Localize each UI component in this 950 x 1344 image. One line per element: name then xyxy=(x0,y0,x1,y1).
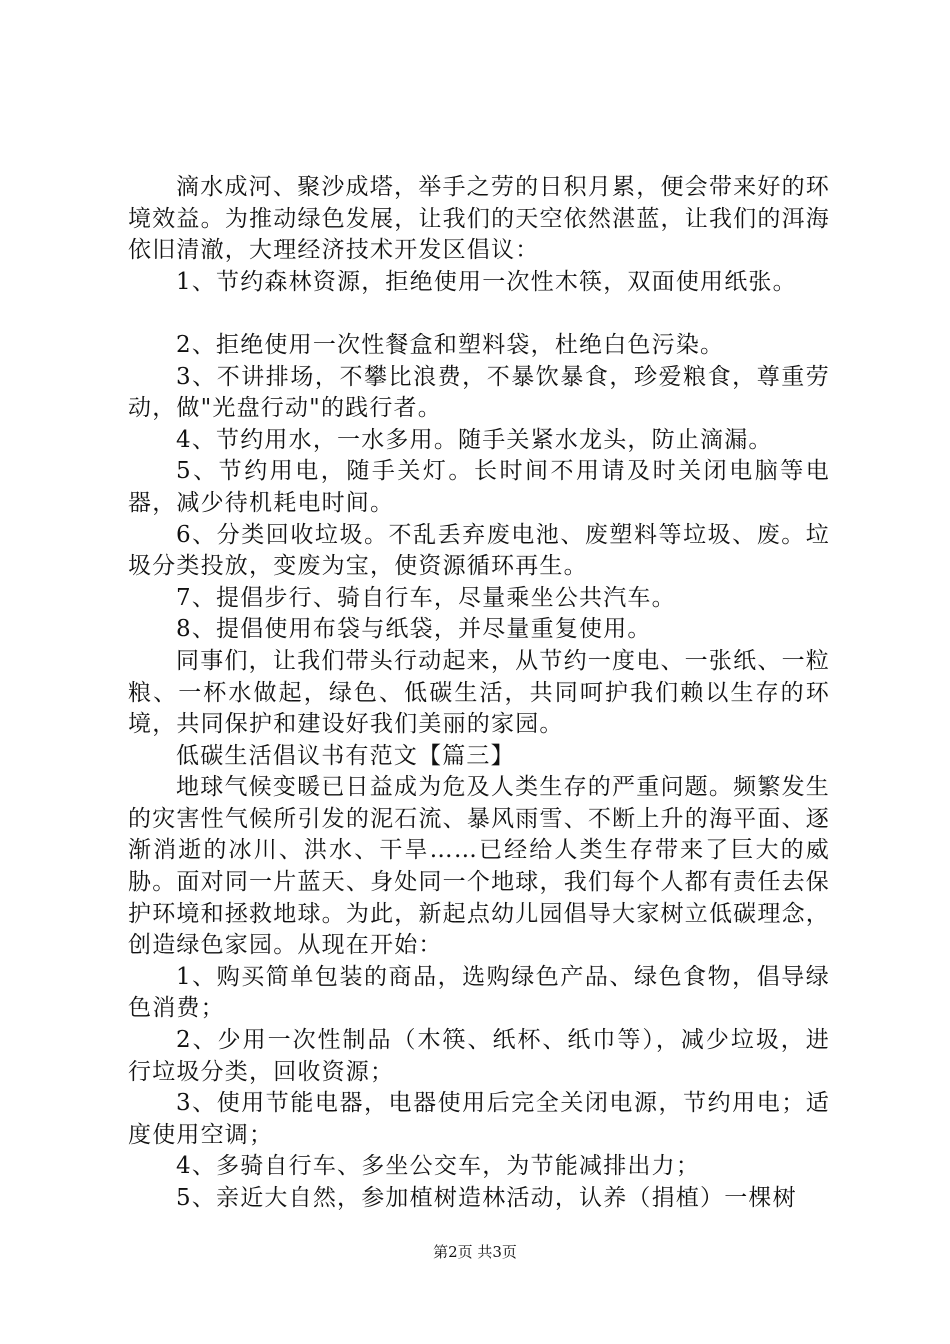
section-item-5: 5、亲近大自然，参加植树造林活动，认养（捐植）一棵树 xyxy=(176,1185,797,1211)
proposal-item-5: 5、节约用电，随手关灯。长时间不用请及时关闭电脑等电器，减少待机耗电时间。 xyxy=(128,458,830,516)
closing-paragraph: 同事们，让我们带头行动起来，从节约一度电、一张纸、一粒粮、一杯水做起，绿色、低碳生活，共同呵护我们赖以生存的环境，共同保护和建设好我们美丽的家园。 xyxy=(128,647,830,738)
document-body xyxy=(128,172,830,1215)
proposal-item-6: 6、分类回收垃圾。不乱丢弃废电池、废塑料等垃圾、废。垃圾分类投放，变废为宝，使资源循环再生。 xyxy=(128,521,830,580)
proposal-item-7: 7、提倡步行、骑自行车，尽量乘坐公共汽车。 xyxy=(176,584,676,611)
section-intro-paragraph: 地球气候变暖已日益成为危及人类生存的严重问题。频繁发生的灾害性气候所引发的泥石流、暴风雨雪、不断上升的海平面、逐渐消逝的冰川、洪水、干旱……已经给人类生存带来了巨大的威胁。面对同一片蓝天、身处同一个地球，我们每个人都有责任去保护环境和拯救地球。为此，新起点幼儿园倡导大家树立低碳理念，创造绿色家园。从现在开始： xyxy=(128,774,830,959)
proposal-item-8: 8、提倡使用布袋与纸袋，并尽量重复使用。 xyxy=(176,616,652,643)
proposal-item-2: 2、拒绝使用一次性餐盒和塑料袋，杜绝白色污染。 xyxy=(176,331,725,358)
section-item-1: 1、购买简单包装的商品，选购绿色产品、绿色食物，倡导绿色消费； xyxy=(128,963,830,1022)
section-item-4: 4、多骑自行车、多坐公交车，为节能减排出力； xyxy=(176,1153,701,1180)
intro-paragraph: 滴水成河、聚沙成塔，举手之劳的日积月累，便会带来好的环境效益。为推动绿色发展，让我们的天空依然湛蓝，让我们的洱海依旧清澈，大理经济技术开发区倡议： xyxy=(128,174,830,264)
proposal-item-1: 1、节约森林资源，拒绝使用一次性木筷，双面使用纸张。 xyxy=(176,268,797,295)
section-item-2: 2、少用一次性制品（木筷、纸杯、纸巾等），减少垃圾，进行垃圾分类，回收资源； xyxy=(128,1027,830,1085)
page-number-footer: 第2页 共3页 xyxy=(433,1243,517,1261)
proposal-item-4: 4、节约用水，一水多用。随手关紧水龙头，防止滴漏。 xyxy=(176,426,773,453)
proposal-item-3: 3、不讲排场，不攀比浪费，不暴饮暴食，珍爱粮食，尊重劳动，做"光盘行动"的践行者。 xyxy=(128,363,830,422)
section-item-3: 3、使用节能电器，电器使用后完全关闭电源，节约用电；适度使用空调； xyxy=(128,1090,830,1148)
section-heading: 低碳生活倡议书有范文【篇三】 xyxy=(176,742,515,769)
